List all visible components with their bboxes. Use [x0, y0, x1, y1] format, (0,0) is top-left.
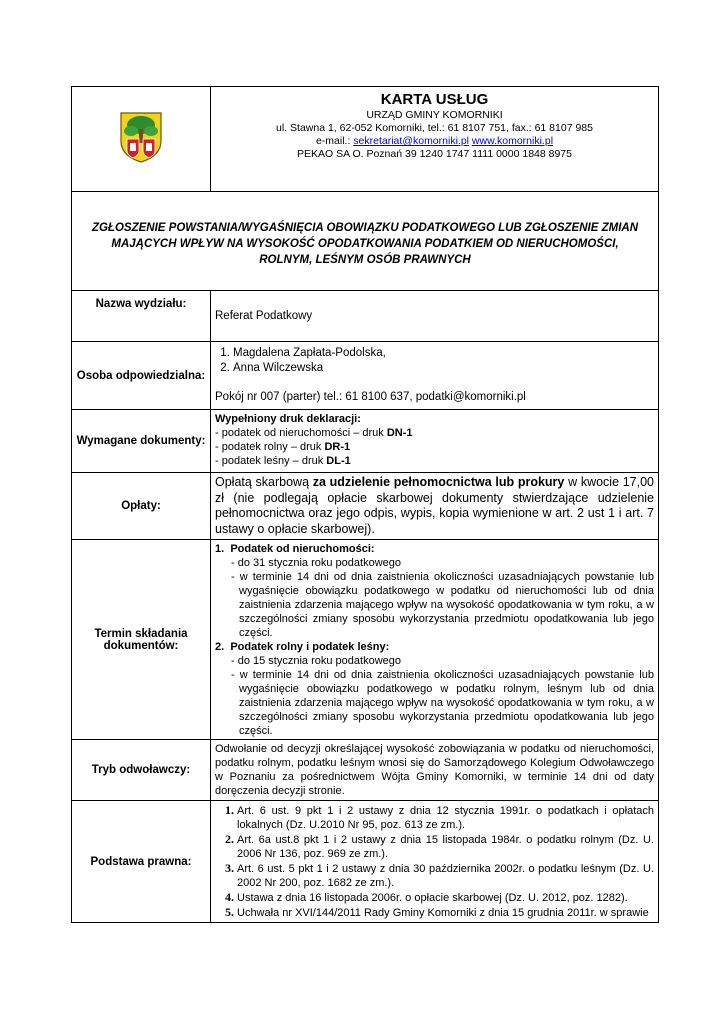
logo-cell: [72, 87, 211, 192]
deadline-section-heading: 1. Podatek od nieruchomości:: [215, 543, 375, 555]
service-subject: ZGŁOSZENIE POWSTANIA/WYGAŚNIĘCIA OBOWIĄZKU PODATKOWEGO LUB ZGŁOSZENIE ZMIAN MAJĄCYCH WPŁYW NA WYSOKOŚĆ OPODATKOWANIA PODATKIEM OD NIERUCHOMOŚCI, ROLNYM, LEŚNYM OSÓB PRAWNYCH: [72, 192, 659, 291]
document-item: - podatek rolny – druk DR-1: [215, 441, 351, 453]
fees-label: Opłaty:: [72, 473, 211, 540]
email-link[interactable]: sekretariat@komorniki.pl: [353, 135, 469, 147]
fees-row: [72, 473, 659, 540]
service-card: [71, 86, 658, 962]
legal-basis-list: [215, 803, 654, 920]
service-card-table: [71, 86, 659, 923]
office-name: URZĄD GMINY KOMORNIKI: [366, 109, 503, 121]
legal-basis-label: Podstawa prawna:: [72, 801, 211, 923]
legal-basis-value: [211, 801, 659, 923]
deadline-item: - do 31 stycznia roku podatkowego: [231, 557, 401, 569]
deadline-item: - do 15 stycznia roku podatkowego: [231, 655, 401, 667]
document-code: DN-1: [386, 427, 413, 439]
email-label: e-mail.:: [315, 135, 354, 147]
deadlines-label: Termin składania dokumentów:: [72, 540, 211, 740]
responsible-person: 2. Anna Wilczewska: [233, 361, 654, 376]
appeal-value: Odwołanie od decyzji określającej wysokość zobowiązania w podatku od nieruchomości, podatku rolnym, podatku leśnym wnosi się do Samorządowego Kolegium Odwoławczego w Poznaniu za pośrednictwem Wójta Gminy Komorniki, w terminie 14 dni od daty doręczenia decyzji stronie.: [211, 740, 659, 801]
komorniki-coat-of-arms-icon: [119, 111, 163, 163]
legal-basis-row: [72, 801, 659, 923]
responsible-person: 1. Magdalena Zapłata-Podolska,: [233, 346, 654, 361]
bank-account: PEKAO SA O. Poznań 39 1240 1747 1111 0000 1848 8975: [297, 148, 572, 160]
header-row: [72, 87, 659, 192]
documents-row: [72, 410, 659, 473]
website-link[interactable]: www.komorniki.pl: [471, 135, 554, 147]
department-row: [72, 291, 659, 342]
legal-basis-item: 4. Ustawa z dnia 16 listopada 2006r. o opłacie skarbowej (Dz. U. 2012, poz. 1282).: [237, 890, 654, 905]
contact-line: [211, 135, 658, 148]
deadline-item: - w terminie 14 dni od dnia zaistnienia okoliczności uzasadniających powstanie lub wygaśnięcie obowiązku podatkowego w podatku rolnym, leśnym lub od dnia zaistnienia zdarzenia mającego wpływ na wysokość opodatkowania w tym roku, a w szczególności zmiany sposobu wykorzystania przedmiotu opodatkowania lub jego części.: [231, 669, 654, 737]
fees-value: Opłatą skarbową za udzielenie pełnomocnictwa lub prokury w kwocie 17,00 zł (nie podlegają opłacie skarbowej dokumenty stwierdzające udzielenie pełnomocnictwa oraz jego odpis, wypis, kopia wymienione w art. 2 ust 1 i art. 7 ustawy o opłacie skarbowej).: [211, 473, 659, 540]
document-code: DR-1: [324, 441, 351, 453]
responsible-list: [215, 346, 654, 376]
deadlines-row: [72, 540, 659, 740]
documents-label: Wymagane dokumenty:: [72, 410, 211, 473]
office-address: ul. Stawna 1, 62-052 Komorniki, tel.: 61 8107 751, fax.: 61 8107 985: [276, 122, 593, 134]
fees-highlight: za udzielenie pełnomocnictwa lub prokury: [312, 475, 565, 489]
appeal-row: [72, 740, 659, 801]
document-item: - podatek od nieruchomości – druk DN-1: [215, 427, 413, 439]
documents-value: [211, 410, 659, 473]
department-label: Nazwa wydziału:: [72, 291, 211, 342]
documents-heading: Wypełniony druk deklaracji:: [215, 413, 361, 425]
legal-basis-item: 1. Art. 6 ust. 9 pkt 1 i 2 ustawy z dnia 12 stycznia 1991r. o podatkach i opłatach lokalnych (Dz. U.2010 Nr 95, poz. 613 ze zm.).: [237, 803, 654, 832]
document-code: DL-1: [326, 455, 351, 467]
legal-basis-item: 2. Art. 6a ust.8 pkt 1 i 2 ustawy z dnia 15 listopada 1984r. o podatku rolnym (Dz. U. 2006 Nr 136, poz. 969 ze zm.).: [237, 832, 654, 861]
deadline-section-heading: 2. Podatek rolny i podatek leśny:: [215, 641, 390, 653]
responsible-value: [211, 342, 659, 410]
deadlines-value: [211, 540, 659, 740]
document-item: - podatek leśny – druk DL-1: [215, 455, 351, 467]
deadline-item: - w terminie 14 dni od dnia zaistnienia okoliczności uzasadniających powstanie lub wygaśnięcie obowiązku podatkowego w podatku od nieruchomości lub od dnia zaistnienia zdarzenia mającego wpływ na wysokość opodatkowania w tym roku, a w szczególności zmiany sposobu wykorzystania przedmiotu opodatkowania lub jego części.: [231, 571, 654, 639]
responsible-row: [72, 342, 659, 410]
page-title: KARTA USŁUG: [380, 91, 489, 108]
legal-basis-item: 3. Art. 6 ust. 5 pkt 1 i 2 ustawy z dnia 30 października 2002r. o podatku leśnym (Dz. U. 2002 Nr 200, poz. 1682 ze zm.).: [237, 861, 654, 890]
header-info: [211, 87, 659, 192]
legal-basis-item: 5. Uchwała nr XVI/144/2011 Rady Gminy Komorniki z dnia 15 grudnia 2011r. w sprawie: [237, 905, 654, 920]
appeal-label: Tryb odwoławczy:: [72, 740, 211, 801]
department-value: Referat Podatkowy: [211, 291, 659, 342]
responsible-label: Osoba odpowiedzialna:: [72, 342, 211, 410]
subject-row: [72, 192, 659, 291]
responsible-contact: Pokój nr 007 (parter) tel.: 61 8100 637, podatki@komorniki.pl: [215, 391, 526, 403]
